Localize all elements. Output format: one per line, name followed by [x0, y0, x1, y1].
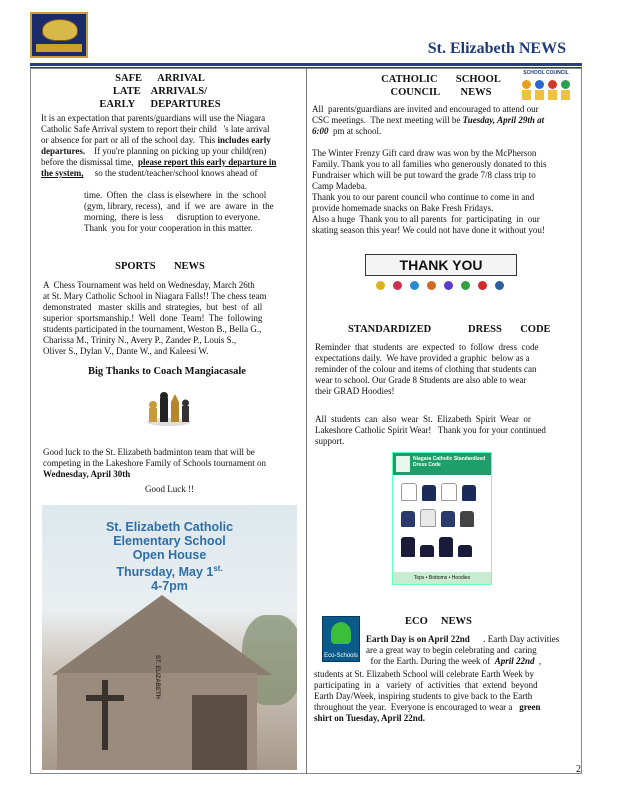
safe-arrival-heading: SAFE ARRIVAL LATE ARRIVALS/ EARLY DEPARTURES — [99, 73, 221, 110]
chess-pieces-image — [145, 388, 193, 426]
logo-banner — [36, 44, 82, 52]
dress-code-logo-icon — [396, 456, 410, 472]
cross-bar — [86, 695, 124, 701]
good-luck-text: Good Luck !! — [145, 484, 194, 494]
eco-body: students at St. Elizabeth School will celebrate Earth Week by participating in a variety of activities that extend beyond Earth Day/Week, inspiring students to give back to the Earth throughout the year. Everyone is encouraged to wear a green shirt on Tuesday, April 22nd. — [314, 669, 541, 723]
building-sign: ST. ELIZABETH — [154, 655, 160, 700]
school-council-clipart: SCHOOL COUNCIL — [518, 70, 574, 102]
safe-arrival-body-indent: time. Often the class is elsewhere in the school (gym, library, recess), and if we are aware in the morning, there is less disruption to everyone. Thank you for your cooperation in this matter. — [84, 190, 274, 233]
safe-arrival-body: It is an expectation that parents/guardians will use the Niagara Catholic Safe Arrival system to report their child 's late arrival or absence for part or all of the school day. This includes early departures. If you're planning on picking up your child(ren) before the dismissal time, please report this early departure in the system, so the student/teacher/school knows ahead of — [41, 113, 277, 178]
council-body: All parents/guardians are invited and encouraged to attend our CSC meetings. The next meeting will be Tuesday, April 29th at 6:00 pm at school. The Winter Frenzy Gift card draw was won by the McPherson Family. Thank you to all families who generously donated to this Fundraiser which will be put toward the grade 7/8 class trip to Camp Madeba. Thank you to our parent council who continue to come in and provide homemade snacks on Bake Fresh Fridays. Also a huge Thank you to all parents for participating in our skating season this year! We could not have done it without you! — [312, 104, 547, 235]
open-house-photo — [42, 505, 297, 770]
eco-schools-logo: Eco-Schools — [322, 616, 360, 662]
eco-heading: ECO NEWS — [405, 616, 472, 627]
cross-icon — [102, 680, 108, 750]
crest-icon — [42, 19, 78, 41]
coach-thanks: Big Thanks to Coach Mangiacasale — [88, 366, 246, 377]
header-rule — [30, 63, 582, 66]
dress-code-heading: STANDARDIZED DRESS CODE — [348, 324, 551, 335]
page-number: 2 — [576, 764, 581, 775]
sports-heading: SPORTS NEWS — [115, 261, 205, 272]
council-heading: CATHOLIC SCHOOL COUNCIL NEWS — [381, 74, 501, 98]
dress-code-graphic: Niagara Catholic Standardized Dress Code Tops • Bottoms • Hoodies — [392, 452, 492, 585]
building-entrance — [192, 695, 247, 770]
dress-code-body: Reminder that students are expected to follow dress code expectations daily. We have provided a graphic below as a reminder of the colour and items of clothing that students can wear to school. Our Grade 8 Students are also able to wear their GRAD Hoodies! — [315, 342, 539, 396]
tops-row — [401, 483, 485, 503]
spirit-wear-text: All students can also wear St. Elizabeth Spirit Wear or Lakeshore Catholic Spirit Wear! Thank you for your continued support. — [315, 414, 546, 446]
page-title: St. Elizabeth NEWS — [427, 40, 566, 57]
bottoms-row — [401, 537, 485, 557]
column-divider — [306, 68, 307, 774]
thank-you-banner: THANK YOU — [365, 254, 517, 276]
eco-body-top: Earth Day is on April 22nd . Earth Day activities are a great way to begin celebrating and caring for the Earth. During the week of April 22nd , — [366, 634, 560, 666]
school-logo — [30, 12, 88, 58]
tree-icon — [331, 622, 351, 644]
church-roof — [52, 595, 272, 675]
thank-you-kids-clipart — [376, 278, 506, 294]
sports-body: A Chess Tournament was held on Wednesday, March 26th at St. Mary Catholic School in Niagara Falls!! The chess team demonstrated master skills and strategies, but best of all superior sportsmanship.! Well done Team! The following students participated in the tournament, Weston B., Bella G., Charissa M., Trinity N., Avery P., Zander P., Louis S., Oliver S., Dylan V., Dante W., and Kaleesi W. — [43, 280, 267, 356]
hoodies-row — [401, 509, 485, 529]
open-house-announcement: St. Elizabeth Catholic Elementary School Open House Thursday, May $1^{st.}$ 4-7pm — [105, 520, 234, 594]
badminton-text: Good luck to the St. Elizabeth badminton team that will be competing in the Lakeshore Family of Schools tournament on Wednesday, April 30th — [43, 447, 266, 479]
